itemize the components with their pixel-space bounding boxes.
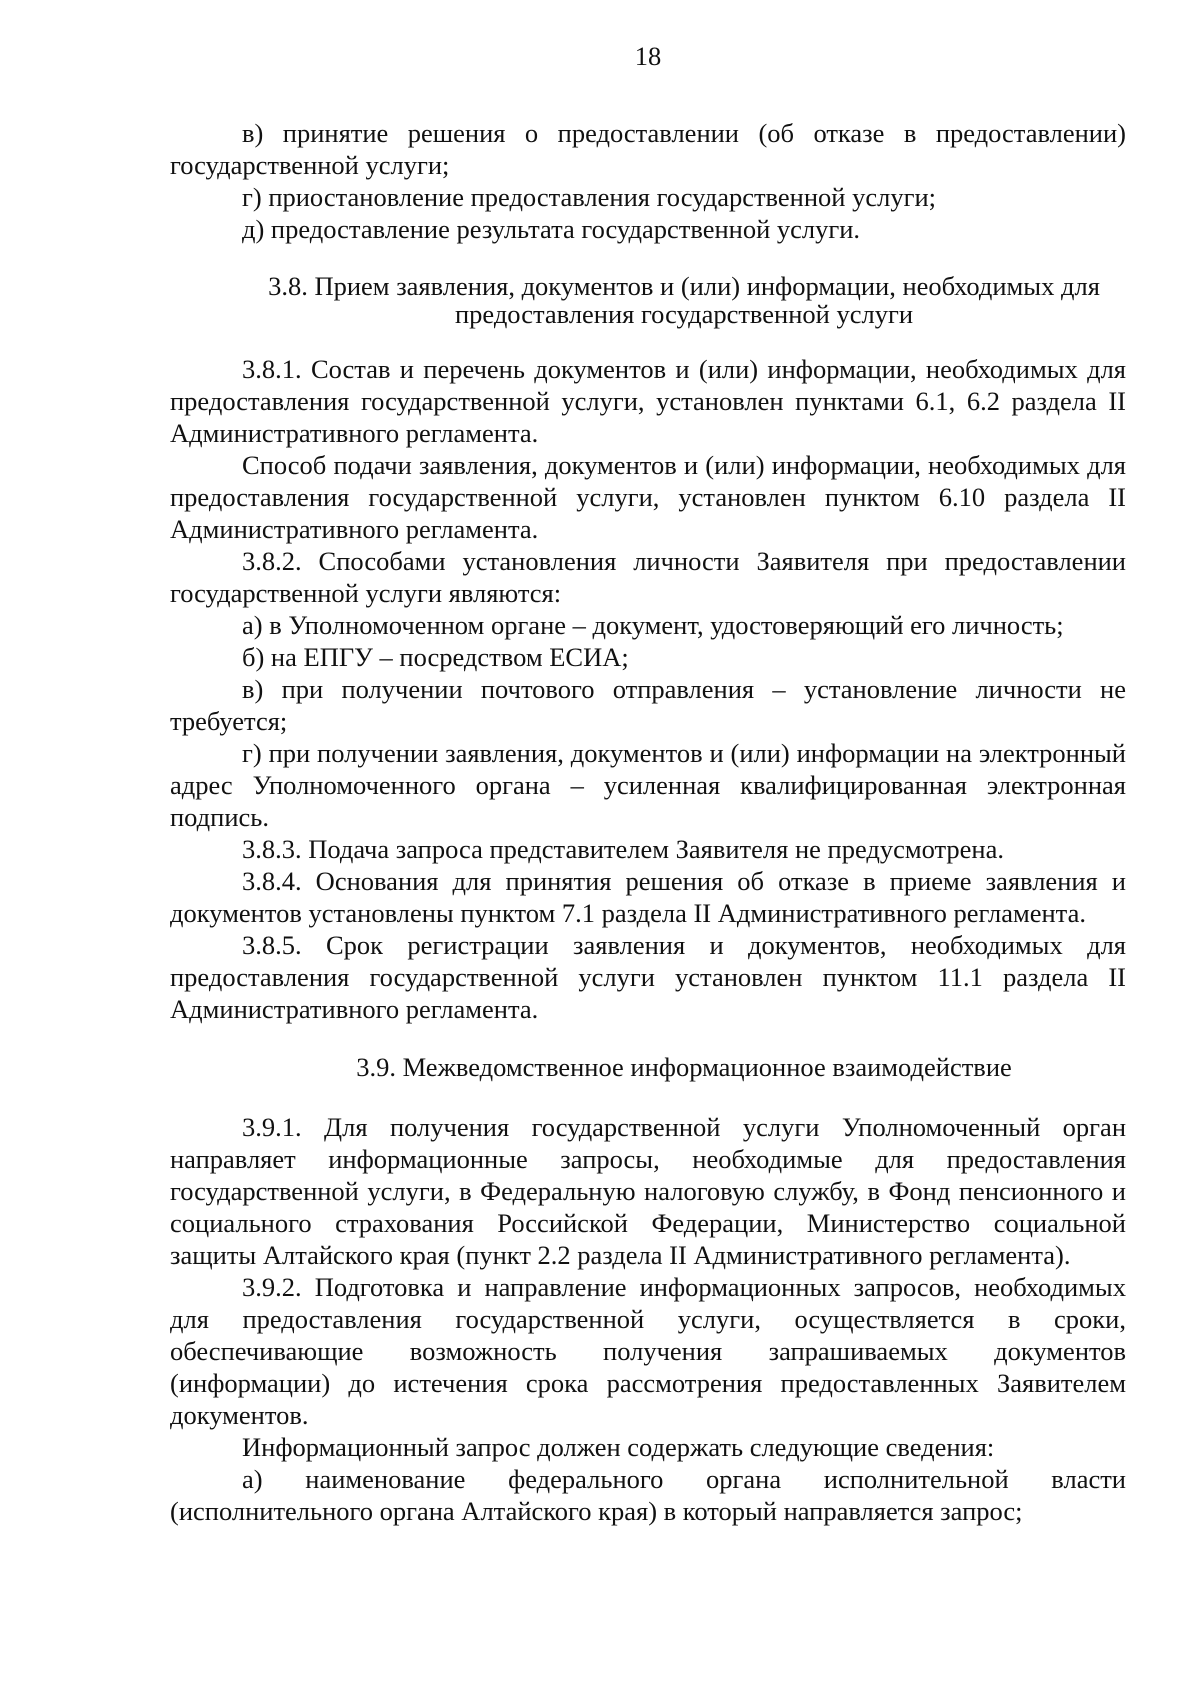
section-heading-line: 3.8. Прием заявления, документов и (или) информации, необходимых для <box>268 271 1100 301</box>
paragraph: 3.9.1. Для получения государственной услуги Уполномоченный орган направляет информационные запросы, необходимые для предоставления государственной услуги, в Федеральную налоговую службу, в Фонд пенсионного и социального страхования Российской Федерации, Министерство социальной защиты Алтайского края (пункт 2.2 раздела II Административного регламента). <box>170 1112 1126 1270</box>
paragraph: г) при получении заявления, документов и (или) информации на электронный адрес Уполномоченного органа – усиленная квалифицированная электронная подпись. <box>170 738 1126 832</box>
paragraph: в) при получении почтового отправления – установление личности не требуется; <box>170 674 1126 736</box>
paragraph: 3.8.3. Подача запроса представителем Заявителя не предусмотрена. <box>242 834 1005 864</box>
section-heading-3-9: 3.9. Межведомственное информационное взаимодействие <box>356 1052 1012 1082</box>
document-body <box>170 117 1126 1527</box>
paragraph: а) наименование федерального органа исполнительной власти (исполнительного органа Алтайского края) в который направляется запрос; <box>170 1464 1126 1526</box>
paragraph: Информационный запрос должен содержать следующие сведения: <box>242 1432 995 1462</box>
paragraph: 3.8.4. Основания для принятия решения об отказе в приеме заявления и документов установлены пунктом 7.1 раздела II Административного регламента. <box>170 866 1126 928</box>
paragraph: 3.9.2. Подготовка и направление информационных запросов, необходимых для предоставления государственной услуги, осуществляется в сроки, обеспечивающие возможность получения запрашиваемых документов (информации) до истечения срока рассмотрения предоставленных Заявителем документов. <box>170 1272 1126 1430</box>
paragraph: б) на ЕПГУ – посредством ЕСИА; <box>242 642 629 672</box>
paragraph: в) принятие решения о предоставлении (об отказе в предоставлении) государственной услуги; <box>170 118 1126 180</box>
paragraph: 3.8.5. Срок регистрации заявления и документов, необходимых для предоставления государственной услуги установлен пунктом 11.1 раздела II Административного регламента. <box>170 930 1126 1024</box>
paragraph: а) в Уполномоченном органе – документ, удостоверяющий его личность; <box>242 610 1064 640</box>
paragraph: 3.8.2. Способами установления личности Заявителя при предоставлении государственной услуги являются: <box>170 546 1126 608</box>
paragraph: Способ подачи заявления, документов и (или) информации, необходимых для предоставления государственной услуги, установлен пунктом 6.10 раздела II Административного регламента. <box>170 450 1126 544</box>
paragraph: 3.8.1. Состав и перечень документов и (или) информации, необходимых для предоставления государственной услуги, установлен пунктами 6.1, 6.2 раздела II Административного регламента. <box>170 354 1126 448</box>
section-heading-3-8 <box>170 272 1126 328</box>
paragraph: г) приостановление предоставления государственной услуги; <box>242 182 936 212</box>
section-heading-line: предоставления государственной услуги <box>454 299 914 329</box>
paragraph: д) предоставление результата государственной услуги. <box>242 214 861 244</box>
page-number: 18 <box>634 41 662 71</box>
